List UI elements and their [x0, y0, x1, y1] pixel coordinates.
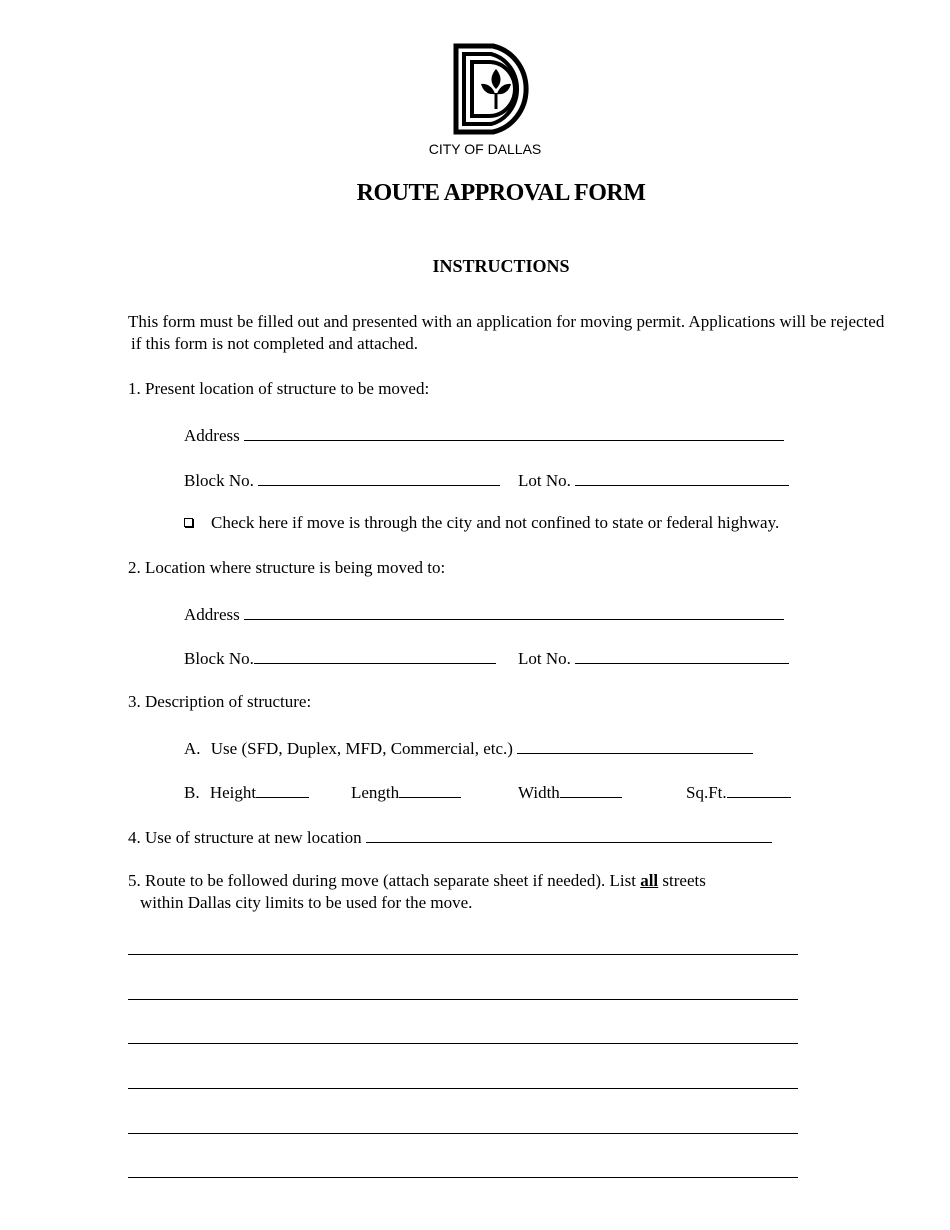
width-row — [518, 780, 622, 804]
intro-line-2: if this form is not completed and attached. — [131, 334, 419, 353]
section-2-heading: 2. Location where structure is being moved to: — [128, 558, 446, 577]
present-block-field[interactable] — [258, 468, 500, 486]
through-city-checkbox[interactable] — [184, 518, 193, 527]
section-4-heading: 4. Use of structure at new location — [128, 828, 362, 847]
new-lot-row — [518, 646, 789, 670]
sqft-label: Sq.Ft. — [686, 783, 727, 802]
new-address-label: Address — [184, 605, 240, 624]
route-line-3[interactable] — [128, 1043, 798, 1044]
dimensions-row — [184, 780, 309, 804]
section-3-heading: 3. Description of structure: — [128, 692, 312, 711]
sqft-field[interactable] — [727, 780, 791, 798]
through-city-checkbox-row[interactable] — [184, 512, 779, 534]
new-address-field[interactable] — [244, 602, 784, 620]
width-field[interactable] — [560, 780, 622, 798]
present-address-row — [184, 423, 784, 447]
width-label: Width — [518, 783, 560, 802]
new-address-row — [184, 602, 784, 626]
section-1-heading: 1. Present location of structure to be moved: — [128, 379, 430, 398]
height-field[interactable] — [256, 780, 309, 798]
present-lot-row — [518, 468, 789, 492]
length-field[interactable] — [399, 780, 461, 798]
logo-caption: CITY OF DALLAS — [428, 141, 542, 157]
new-lot-field[interactable] — [575, 646, 789, 664]
new-block-row — [184, 646, 496, 670]
new-block-field[interactable] — [254, 646, 496, 664]
city-of-dallas-logo — [453, 43, 539, 135]
route-line-4[interactable] — [128, 1088, 798, 1089]
present-address-label: Address — [184, 426, 240, 445]
sqft-row — [686, 780, 791, 804]
section-5-text-post: streets — [662, 871, 706, 890]
route-line-2[interactable] — [128, 999, 798, 1000]
use-row — [184, 736, 753, 760]
section-5-heading-line-2: within Dallas city limits to be used for the move. — [140, 893, 473, 912]
instructions-heading: INSTRUCTIONS — [432, 256, 570, 276]
use-marker: A. — [184, 739, 201, 758]
present-block-label: Block No. — [184, 471, 254, 490]
present-address-field[interactable] — [244, 423, 784, 441]
route-line-6[interactable] — [128, 1177, 798, 1178]
new-lot-label: Lot No. — [518, 649, 571, 668]
section-5-heading-line-1 — [128, 870, 706, 892]
length-label: Length — [351, 783, 400, 802]
new-block-label: Block No. — [184, 649, 254, 668]
present-lot-label: Lot No. — [518, 471, 571, 490]
dimensions-marker: B. — [184, 783, 200, 802]
use-label: Use (SFD, Duplex, MFD, Commercial, etc.) — [210, 739, 513, 758]
use-field[interactable] — [517, 736, 753, 754]
section-4-row — [128, 825, 772, 849]
through-city-checkbox-label: Check here if move is through the city and not confined to state or federal highway. — [211, 513, 780, 532]
present-lot-field[interactable] — [575, 468, 789, 486]
new-use-field[interactable] — [366, 825, 772, 843]
form-title: ROUTE APPROVAL FORM — [356, 180, 646, 206]
length-row — [351, 780, 461, 804]
route-line-5[interactable] — [128, 1133, 798, 1134]
section-5-emphasis: all — [640, 871, 659, 890]
height-label: Height — [209, 783, 257, 802]
section-5-text-pre: 5. Route to be followed during move (attach separate sheet if needed). List — [128, 871, 636, 890]
present-block-row — [184, 468, 500, 492]
route-line-1[interactable] — [128, 954, 798, 955]
intro-line-1: This form must be filled out and presented with an application for moving permit. Applications will be rejected — [128, 312, 885, 331]
